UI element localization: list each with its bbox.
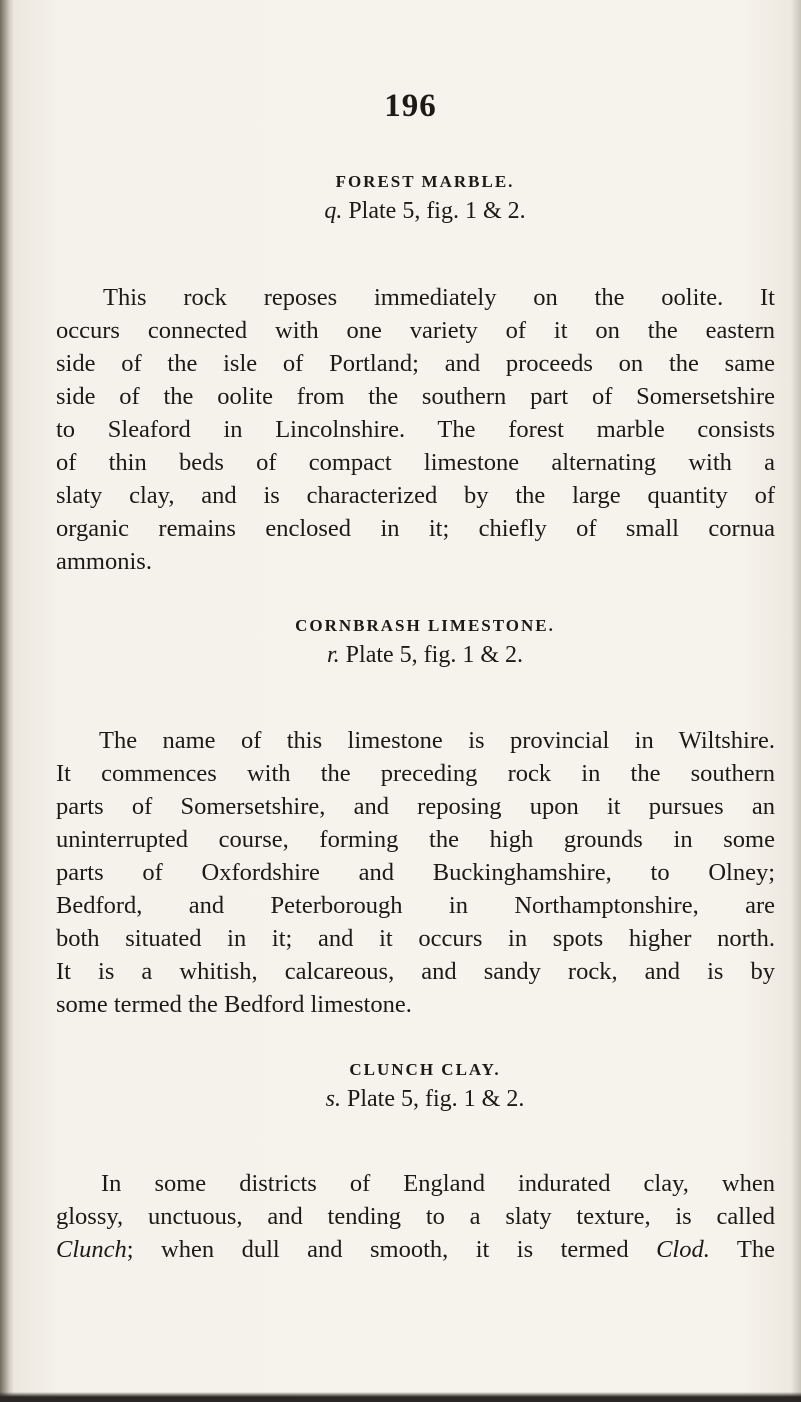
text-line: parts of Somersetshire, and reposing upon it pursues an — [56, 793, 775, 820]
section-heading-clunch-clay: CLUNCH CLAY. — [349, 1060, 501, 1079]
text-line: side of the oolite from the southern part of Somersetshire — [56, 383, 775, 410]
text-line: This rock reposes immediately on the oolite. It — [103, 284, 775, 311]
page-edge-bottom — [0, 1392, 801, 1402]
ref-text: Plate 5, fig. 1 & 2. — [348, 198, 526, 224]
italic-term-clunch: Clunch — [56, 1236, 127, 1263]
ref-text: Plate 5, fig. 1 & 2. — [345, 642, 523, 668]
ref-text: Plate 5, fig. 1 & 2. — [347, 1086, 525, 1112]
text-line: organic remains enclosed in it; chiefly of small cornua — [56, 515, 775, 542]
binding-shadow — [0, 0, 14, 1402]
text-line: of thin beds of compact limestone alternating with a — [56, 449, 775, 476]
ref-letter: q. — [324, 198, 343, 224]
page-edge-right — [791, 0, 801, 1402]
text-line: uninterrupted course, forming the high grounds in some — [56, 826, 775, 853]
text-line: Clunch; when dull and smooth, it is termed Clod. The — [56, 1236, 775, 1263]
plate-reference-clunch-clay — [60, 1086, 790, 1113]
text-line: side of the isle of Portland; and proceeds on the same — [56, 350, 775, 377]
text-line: It commences with the preceding rock in the southern — [56, 760, 775, 787]
text-line: It is a whitish, calcareous, and sandy rock, and is by — [56, 958, 775, 985]
ref-letter: s. — [325, 1086, 341, 1112]
text-line: occurs connected with one variety of it on the eastern — [56, 317, 775, 344]
text-line: Bedford, and Peterborough in Northamptonshire, are — [56, 892, 775, 919]
text-line: slaty clay, and is characterized by the large quantity of — [56, 482, 775, 509]
text-line: both situated in it; and it occurs in spots higher north. — [56, 925, 775, 952]
plate-reference-cornbrash — [60, 642, 790, 669]
ref-letter: r. — [326, 642, 340, 668]
text-line: parts of Oxfordshire and Buckinghamshire, to Olney; — [56, 859, 775, 886]
text-line: to Sleaford in Lincolnshire. The forest marble consists — [56, 416, 775, 443]
text-line: In some districts of England indurated clay, when — [101, 1170, 775, 1197]
page-number: 196 — [384, 88, 437, 124]
text-line: The name of this limestone is provincial in Wiltshire. — [99, 727, 775, 754]
italic-term-clod: Clod. — [656, 1236, 710, 1263]
text-line: ammonis. — [56, 548, 152, 575]
plate-reference-forest-marble — [60, 198, 790, 225]
text-line: some termed the Bedford limestone. — [56, 991, 412, 1018]
section-heading-cornbrash-limestone: CORNBRASH LIMESTONE. — [295, 616, 555, 635]
text-line: glossy, unctuous, and tending to a slaty texture, is called — [56, 1203, 775, 1230]
section-heading-forest-marble: FOREST MARBLE. — [335, 172, 515, 191]
